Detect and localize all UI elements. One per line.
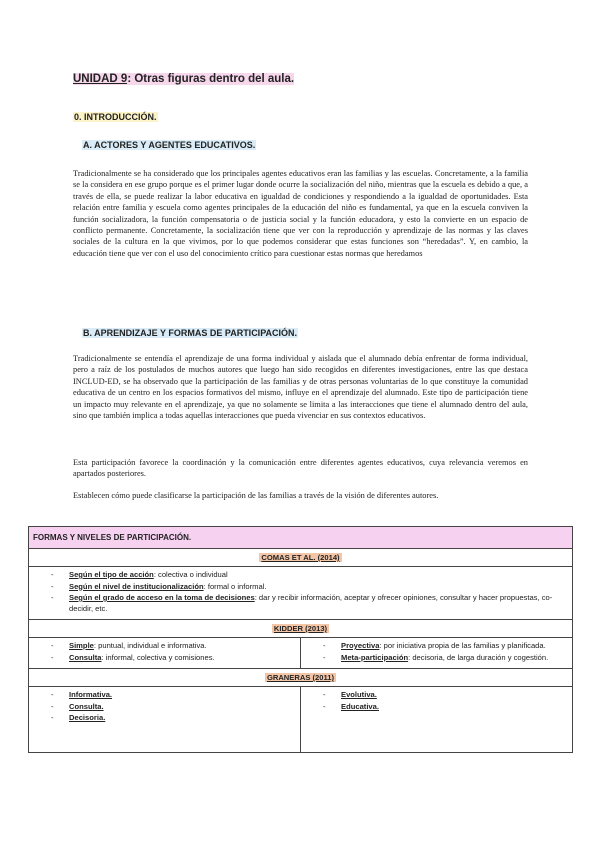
kidder-source-row: [29, 620, 572, 638]
section-b-paragraph-1: Tradicionalmente se entendía el aprendizaje de una forma individual y aislada que el alumnado debía enfrentar de forma individual, pero a raíz de los postulados de muchos autores que luego han sido recogidos en diferentes investigaciones, entre las que destaca INCLUD-ED, se ha observado que la participación de las familias y de otras personas voluntarias de lo que constituye la comunidad educativa de un centro en los espacios formativos del mismo, influye en el aprendizaje del alumnado. Este tipo de participación tiene un impacto muy relevante en el aprendizaje, ya que no solamente se limita a las interacciones que tiene el alumnado dentro del aula, sino que también implica a todas aquellas interacciones que pueda vivenciar en sus contextos educativos.: [73, 354, 528, 421]
list-item: - Educativa.: [341, 702, 566, 713]
intro-heading: 0. INTRODUCCIÓN.: [74, 112, 157, 122]
list-item: - Consulta: informal, colectiva y comisiones.: [69, 653, 294, 664]
table-header: FORMAS Y NIVELES DE PARTICIPACIÓN.: [29, 527, 572, 549]
list-item: - Informativa.: [69, 690, 294, 701]
list-item: - Decisoria.: [69, 713, 294, 724]
list-item: - Evolutiva.: [341, 690, 566, 701]
section-b-paragraph-3: Establecen cómo puede clasificarse la participación de las familias a través de la visión de diferentes autores.: [73, 491, 439, 500]
list-item: - Proyectiva: por iniciativa propia de las familias y planificada.: [341, 641, 566, 652]
kidder-items: [29, 638, 572, 669]
graneras-items: [29, 687, 572, 752]
unit-number: UNIDAD 9: [73, 73, 128, 85]
graneras-source: GRANERAS (2011): [266, 673, 335, 682]
unit-title: [73, 73, 294, 85]
kidder-right-column: [301, 638, 572, 668]
unit-title-text: : Otras figuras dentro del aula.: [127, 73, 295, 85]
section-b-heading: B. APRENDIZAJE Y FORMAS DE PARTICIPACIÓN.: [83, 328, 298, 338]
list-item: - Meta-participación: decisoria, de larga duración y cogestión.: [341, 653, 566, 664]
list-item: - Según el grado de acceso en la toma de decisiones: dar y recibir información, aceptar y ofrecer opiniones, consultar y hacer propuestas, co-decidir, etc.: [69, 593, 566, 614]
comas-items: [29, 567, 572, 620]
list-item: - Según el nivel de institucionalización: formal o informal.: [69, 582, 566, 593]
section-a-heading: A. ACTORES Y AGENTES EDUCATIVOS.: [83, 140, 256, 150]
graneras-source-row: [29, 669, 572, 687]
section-b-paragraph-2: Esta participación favorece la coordinación y la comunicación entre diferentes agentes educativos, cuya relevancia veremos en apartados posteriores.: [73, 458, 528, 479]
list-item: - Según el tipo de acción: colectiva o individual: [69, 570, 566, 581]
participation-table: [28, 526, 573, 753]
graneras-left-column: [29, 687, 301, 752]
comas-source-row: [29, 549, 572, 567]
list-item: - Consulta.: [69, 702, 294, 713]
comas-source: COMAS ET AL. (2014): [261, 553, 340, 562]
graneras-right-column: [301, 687, 572, 752]
kidder-left-column: [29, 638, 301, 668]
section-a-paragraph: Tradicionalmente se ha considerado que los principales agentes educativos eran las familias y las escuelas. Concretamente, a la familia se la considera en ese grupo porque es el primer lugar donde ocurre la socialización del niño, mientras que la escuela es debido a que, a través de ella, se puede realizar la labor educativa en igualdad de condiciones y respondiendo a la igualdad de oportunidades. Esta relación entre familia y escuela como agentes principales de la educación del niño es fundamental, ya que en la escuela conviven la función socializadora, la función compensatoria o de justicia social y la función educadora, y esto la convierte en un espacio de conflicto permanente. Concretamente, la socialización tiene que ver con la reproducción y aprendizaje de las normas y las claves sociales de la cultura en la que vivimos, por lo que podemos considerar que estas funciones son “heredadas”. Y, en cambio, la educación tiene que ver con el uso del conocimiento crítico para cuestionar estas normas que heredamos: [73, 169, 528, 258]
kidder-source: KIDDER (2013): [273, 624, 328, 633]
list-item: - Simple: puntual, individual e informativa.: [69, 641, 294, 652]
